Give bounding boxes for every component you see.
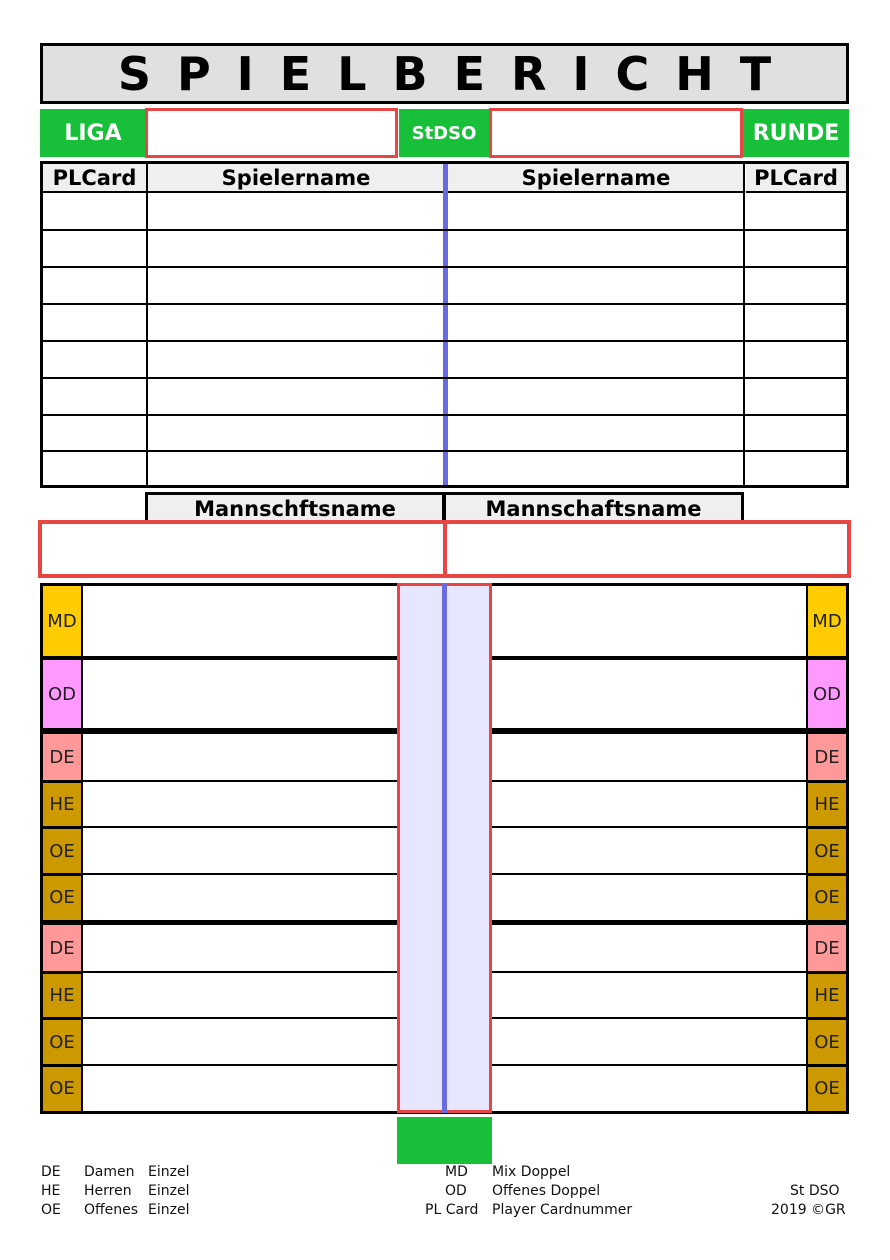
legend-text: Einzel [148,1183,190,1199]
footer-copyright: 2019 ©GR [771,1202,846,1218]
row-line [43,229,846,231]
score-center-line [442,583,447,1113]
row-line [43,450,846,452]
match-type-oe-right: OE [806,827,846,874]
player-entry-left[interactable] [85,829,395,872]
match-type-de-right: DE [806,925,846,972]
team-header-right: Mannschaftsname [443,492,744,522]
center-divider [443,164,448,485]
col-divider [146,164,148,485]
legend-code: DE [41,1164,61,1180]
legend-text: Player Cardnummer [492,1202,633,1218]
col-header-spielername-right: Spielername [448,164,744,193]
row-line [43,340,846,342]
team-header-left: Mannschftsname [145,492,445,522]
legend-text: Offenes Doppel [492,1183,601,1199]
match-type-de-left: DE [43,925,83,972]
match-type-oe-right: OE [806,1065,846,1112]
legend-text: Offenes [84,1202,139,1218]
result-box [397,1117,492,1164]
player-entry-right[interactable] [494,783,804,826]
match-type-oe-right: OE [806,874,846,921]
player-entry-right[interactable] [494,974,804,1017]
match-type-de-right: DE [806,734,846,781]
player-entry-right[interactable] [494,829,804,872]
match-type-md-left: MD [43,586,83,656]
team-name-input-left[interactable] [38,520,447,578]
legend-text: Einzel [148,1202,190,1218]
player-entry-left[interactable] [85,662,395,726]
legend-text: Damen [84,1164,135,1180]
match-type-md-right: MD [806,586,846,656]
player-entry-right[interactable] [494,1020,804,1063]
row-line [43,414,846,416]
stdso-label: StDSO [399,109,489,157]
match-type-oe-left: OE [43,1065,83,1112]
match-type-oe-left: OE [43,827,83,874]
col-divider [743,164,745,485]
match-type-he-left: HE [43,972,83,1019]
legend-code: MD [445,1164,468,1180]
match-type-od-right: OD [806,660,846,728]
col-header-plcard-right: PLCard [746,164,846,193]
row-line [43,377,846,379]
runde-label: RUNDE [743,109,849,157]
player-entry-left[interactable] [85,736,395,779]
player-entry-left[interactable] [85,974,395,1017]
legend-code: PL Card [425,1202,479,1218]
legend-text: Einzel [148,1164,190,1180]
col-header-spielername-left: Spielername [148,164,444,193]
legend-text: Herren [84,1183,132,1199]
match-type-he-right: HE [806,972,846,1019]
row-line [43,303,846,305]
col-header-plcard-left: PLCard [43,164,146,193]
player-entry-right[interactable] [494,588,804,654]
match-type-he-right: HE [806,781,846,828]
liga-label: LIGA [40,109,146,157]
match-type-de-left: DE [43,734,83,781]
match-type-oe-left: OE [43,1018,83,1065]
player-entry-left[interactable] [85,1067,395,1110]
legend-code: OD [445,1183,467,1199]
player-entry-left[interactable] [85,927,395,970]
footer-org: St DSO [790,1183,840,1199]
team-name-input-right[interactable] [443,520,851,578]
legend-code: OE [41,1202,61,1218]
liga-input[interactable] [145,108,398,158]
player-entry-right[interactable] [494,662,804,726]
match-type-he-left: HE [43,781,83,828]
player-entry-right[interactable] [494,736,804,779]
stdso-input[interactable] [489,108,743,158]
legend-code: HE [41,1183,61,1199]
player-entry-right[interactable] [494,927,804,970]
player-table [40,161,849,488]
page-title: SPIELBERICHT [40,43,849,104]
player-entry-left[interactable] [85,876,395,919]
player-entry-right[interactable] [494,876,804,919]
match-type-oe-left: OE [43,874,83,921]
player-entry-left[interactable] [85,783,395,826]
player-entry-right[interactable] [494,1067,804,1110]
row-line [43,266,846,268]
match-type-oe-right: OE [806,1018,846,1065]
match-type-od-left: OD [43,660,83,728]
player-entry-left[interactable] [85,1020,395,1063]
legend-text: Mix Doppel [492,1164,571,1180]
player-entry-left[interactable] [85,588,395,654]
